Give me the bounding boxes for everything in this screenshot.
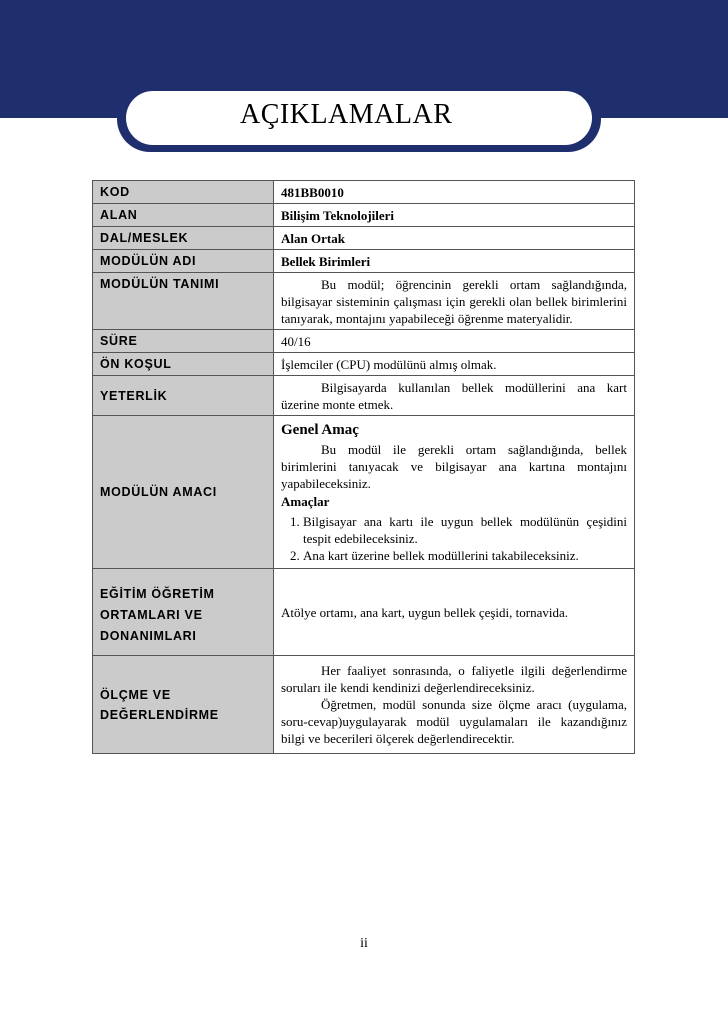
table-row — [93, 656, 635, 754]
list-item: 2. Ana kart üzerine bellek modüllerini takabileceksiniz. — [303, 547, 627, 564]
table-row — [93, 204, 635, 227]
olcme-label-line2: DEĞERLENDİRME — [100, 708, 219, 722]
alan-value: Bilişim Teknolojileri — [274, 204, 635, 227]
modul-tanimi-value: Bu modül; öğrencinin gerekli ortam sağlandığında, bilgisayar sisteminin çalışması için gerekli olan bellek birimlerini tanıyarak, montajını yapabileceği öğrenme materyalidir. — [281, 277, 627, 326]
table-row — [93, 330, 635, 353]
ortam-label-line3: DONANIMLARI — [100, 629, 197, 643]
modul-adi-value: Bellek Birimleri — [274, 250, 635, 273]
dal-value: Alan Ortak — [274, 227, 635, 250]
olcme-para1: Her faaliyet sonrasında, o faliyetle ilgili değerlendirme soruları ile kendi kendinizi değerlendireceksiniz. — [281, 663, 627, 695]
table-row — [93, 416, 635, 569]
ortam-value: Atölye ortamı, ana kart, uygun bellek çeşidi, tornavida. — [274, 569, 635, 656]
amaclar-list — [281, 513, 627, 564]
list-item: 1. Bilgisayar ana kartı ile uygun bellek modülünün çeşidini tespit edebileceksiniz. — [303, 513, 627, 547]
genel-amac-text: Bu modül ile gerekli ortam sağlandığında, bellek birimlerini tanıyacak ve bilgisayar ana kartına montajını yapabileceksiniz. — [281, 442, 627, 491]
modul-adi-label: MODÜLÜN ADI — [93, 250, 274, 273]
sure-value: 40/16 — [274, 330, 635, 353]
yeterlik-label: YETERLİK — [93, 376, 274, 416]
table-row — [93, 227, 635, 250]
alan-label: ALAN — [93, 204, 274, 227]
on-kosul-label: ÖN KOŞUL — [93, 353, 274, 376]
table-row — [93, 273, 635, 330]
olcme-para2: Öğretmen, modül sonunda size ölçme aracı (uygulama, soru-cevap)uygulayarak modül uygulamaları ile kazandığınız bilgi ve becerileri ölçerek değerlendirecektir. — [281, 697, 627, 746]
kod-value: 481BB0010 — [274, 181, 635, 204]
genel-amac-heading: Genel Amaç — [281, 422, 359, 438]
ortam-label-line1: EĞİTİM ÖĞRETİM — [100, 587, 215, 601]
amac-label: MODÜLÜN AMACI — [93, 416, 274, 569]
modul-tanimi-label: MODÜLÜN TANIMI — [93, 273, 274, 330]
table-row — [93, 353, 635, 376]
sure-label: SÜRE — [93, 330, 274, 353]
olcme-label-line1: ÖLÇME VE — [100, 688, 171, 702]
table-row — [93, 250, 635, 273]
yeterlik-value: Bilgisayarda kullanılan bellek modüllerini ana kart üzerine monte etmek. — [281, 380, 627, 412]
page-number: ii — [360, 936, 368, 951]
table-row — [93, 376, 635, 416]
ortam-label-line2: ORTAMLARI VE — [100, 608, 203, 622]
amaclar-heading: Amaçlar — [281, 494, 330, 509]
table-row — [93, 569, 635, 656]
dal-label: DAL/MESLEK — [93, 227, 274, 250]
on-kosul-value: İşlemciler (CPU) modülünü almış olmak. — [274, 353, 635, 376]
kod-label: KOD — [93, 181, 274, 204]
table-row — [93, 181, 635, 204]
module-info-table — [92, 180, 635, 754]
page-title: AÇIKLAMALAR — [240, 99, 453, 130]
